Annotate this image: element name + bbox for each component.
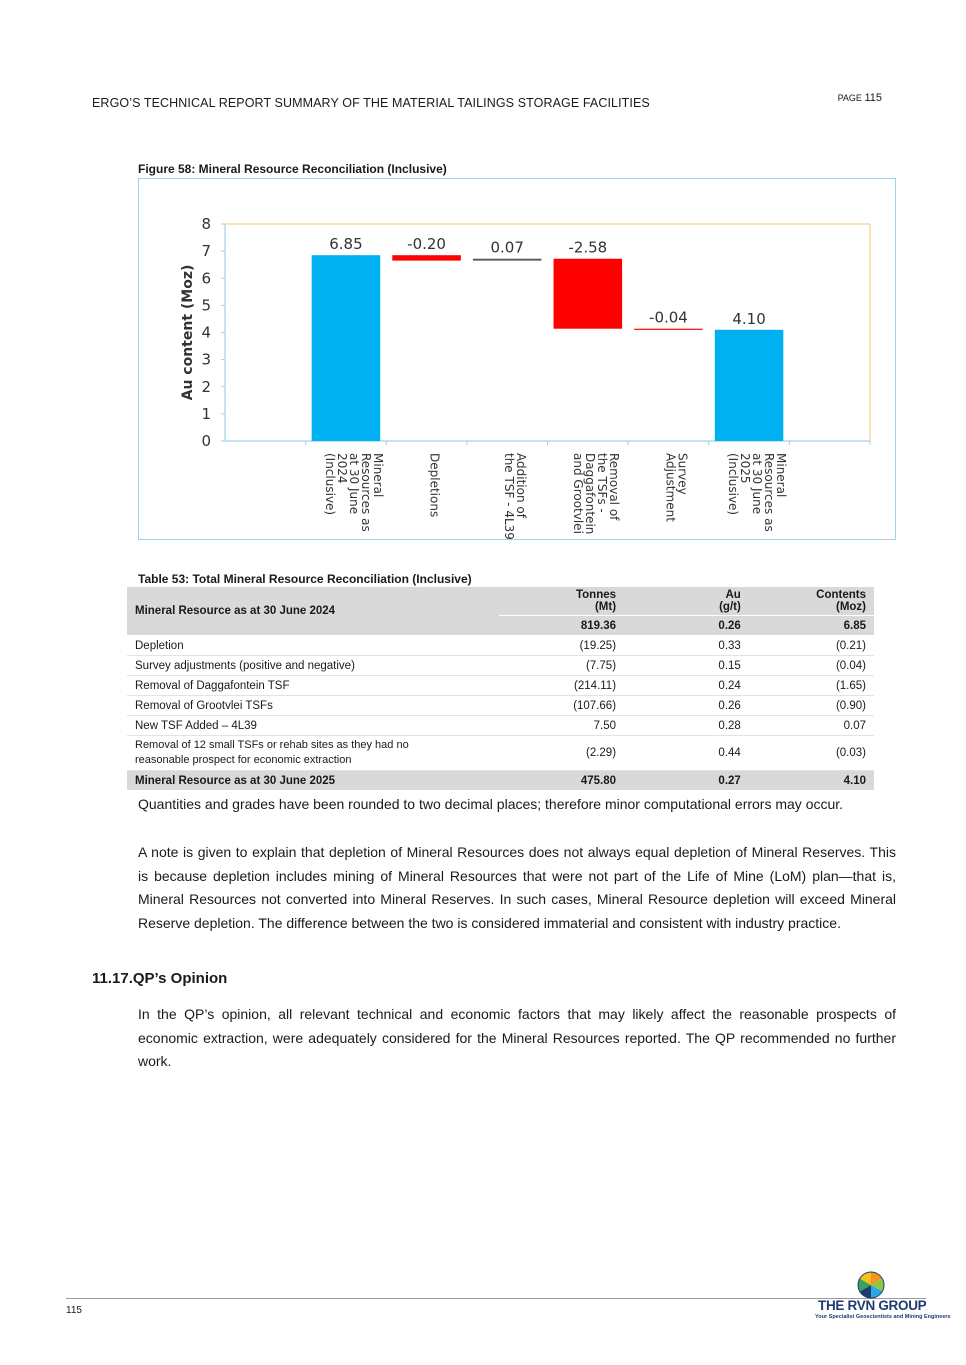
category-label-line: Resources as	[358, 453, 373, 532]
opening-au: 0.26	[624, 616, 749, 636]
category-label-line: Depletions	[427, 453, 442, 518]
data-label: -0.20	[407, 235, 446, 254]
row-tonnes: (214.11)	[499, 676, 624, 696]
opening-tonnes: 819.36	[499, 616, 624, 636]
row-tonnes: (107.66)	[499, 696, 624, 716]
category-label-line: and Grootvlei	[570, 453, 585, 534]
row-au: 0.33	[624, 636, 749, 656]
footer-page-number: 115	[66, 1305, 82, 1316]
waterfall-bar	[634, 329, 703, 330]
rounding-note: Quantities and grades have been rounded to two decimal places; therefore minor computational errors may occur.	[138, 796, 844, 812]
waterfall-bar	[554, 259, 623, 329]
closing-tonnes: 475.80	[499, 771, 624, 791]
category-label	[323, 453, 385, 532]
y-tick-label: 1	[201, 404, 211, 423]
row-au: 0.15	[624, 656, 749, 676]
category-label-line: 2025	[738, 453, 753, 484]
table-row	[127, 736, 874, 771]
category-label-line: the TSFs -	[594, 453, 609, 513]
category-label-line: (Inclusive)	[726, 453, 741, 516]
category-label	[726, 453, 788, 532]
y-tick-label: 8	[201, 215, 211, 233]
data-label: 0.07	[490, 238, 524, 257]
row-contents: 0.07	[749, 716, 874, 736]
footer-divider	[66, 1298, 926, 1299]
category-label-line: 2024	[334, 453, 349, 484]
table-caption: Table 53: Total Mineral Resource Reconciliation (Inclusive)	[138, 572, 472, 586]
waterfall-chart	[138, 178, 896, 540]
category-label-line: Daggafontein	[582, 453, 597, 535]
y-tick-label: 0	[201, 432, 211, 450]
row-contents: (0.21)	[749, 636, 874, 656]
row-contents: (0.03)	[749, 736, 874, 771]
category-label-line: Mineral	[774, 453, 789, 498]
table-row	[127, 696, 874, 716]
waterfall-bar	[312, 255, 381, 441]
y-tick-label: 5	[201, 296, 211, 315]
row-contents: (1.65)	[749, 676, 874, 696]
category-label-line: at 30 June	[750, 453, 765, 515]
row-au: 0.28	[624, 716, 749, 736]
row-au: 0.44	[624, 736, 749, 771]
waterfall-bar	[473, 259, 542, 261]
col-header-contents: Contents (Moz)	[749, 587, 874, 616]
y-tick-label: 3	[201, 350, 211, 369]
logo-tagline: Your Specialist Geoscientists and Mining Engineers	[815, 1314, 951, 1320]
col-header-au: Au (g/t)	[624, 587, 749, 616]
y-tick-label: 4	[201, 323, 211, 342]
category-label-line: the TSF - 4L39	[502, 453, 517, 540]
opinion-paragraph: In the QP’s opinion, all relevant technical and economic factors that may likely affect the reasonable prospects of economic extraction, were adequately considered for the Mineral Resources reported. The QP recommended no further work.	[138, 1006, 896, 1069]
y-tick-label: 6	[201, 269, 211, 288]
y-axis-title: Au content (Moz)	[180, 264, 196, 401]
category-label-line: Addition of	[514, 453, 529, 518]
row-label: Removal of Grootvlei TSFs	[127, 696, 499, 716]
closing-contents: 4.10	[749, 771, 874, 791]
table-header-label: Mineral Resource as at 30 June 2024	[127, 587, 499, 636]
y-tick-label: 2	[201, 377, 211, 396]
page-prefix: PAGE	[837, 93, 862, 103]
row-label: New TSF Added – 4L39	[127, 716, 499, 736]
figure-caption: Figure 58: Mineral Resource Reconciliation (Inclusive)	[138, 162, 447, 176]
y-tick-label: 7	[201, 242, 211, 261]
data-label: -0.04	[649, 308, 688, 327]
category-label-line: Mineral	[370, 453, 385, 498]
category-label-line: Survey	[675, 453, 690, 495]
report-header-title: ERGO’S TECHNICAL REPORT SUMMARY OF THE MATERIAL TAILINGS STORAGE FACILITIES	[92, 96, 650, 110]
row-tonnes: (7.75)	[499, 656, 624, 676]
row-label: Survey adjustments (positive and negative)	[127, 656, 499, 676]
data-label: 6.85	[329, 235, 363, 254]
reconciliation-table	[127, 587, 874, 791]
closing-label: Mineral Resource as at 30 June 2025	[127, 771, 499, 791]
category-label-line: Adjustment	[663, 453, 678, 522]
depletion-paragraph: A note is given to explain that depletion of Mineral Resources does not always equal depletion of Mineral Reserves. This is because depletion includes mining of Mineral Resources that were not part of the Life of Mine (LoM) plan—that is, Mineral Resources not converted into Mineral Reserves. In such cases, Mineral Resource depletion will exceed Mineral Reserve depletion. The difference between the two is considered immaterial and consistent with industry practice.	[138, 844, 896, 931]
page-number-top: 115	[864, 92, 882, 104]
row-tonnes: 7.50	[499, 716, 624, 736]
logo-name: THE RVN GROUP	[818, 1298, 927, 1313]
opening-contents: 6.85	[749, 616, 874, 636]
row-au: 0.26	[624, 696, 749, 716]
row-tonnes: (2.29)	[499, 736, 624, 771]
category-label-line: Removal of	[606, 453, 621, 521]
row-label: Removal of 12 small TSFs or rehab sites as they had no reasonable prospect for economic extraction	[127, 736, 499, 771]
waterfall-bar	[392, 255, 461, 260]
section-heading: 11.17.QP’s Opinion	[92, 970, 228, 987]
row-label: Removal of Daggafontein TSF	[127, 676, 499, 696]
col-header-tonnes: Tonnes (Mt)	[499, 587, 624, 616]
category-label-line: Resources as	[762, 453, 777, 532]
table-header-row	[127, 587, 874, 616]
row-au: 0.24	[624, 676, 749, 696]
table-row	[127, 636, 874, 656]
category-label-line: at 30 June	[346, 453, 361, 515]
category-label	[663, 453, 689, 522]
category-label	[502, 453, 528, 540]
category-label	[571, 453, 621, 534]
row-tonnes: (19.25)	[499, 636, 624, 656]
table-row	[127, 716, 874, 736]
data-label: 4.10	[732, 309, 766, 328]
category-label	[428, 453, 442, 517]
page-label	[838, 92, 882, 104]
row-contents: (0.90)	[749, 696, 874, 716]
data-label: -2.58	[568, 238, 608, 257]
closing-row	[127, 771, 874, 791]
row-label: Depletion	[127, 636, 499, 656]
row-contents: (0.04)	[749, 656, 874, 676]
table-row	[127, 676, 874, 696]
chart-svg	[139, 179, 897, 541]
closing-au: 0.27	[624, 771, 749, 791]
category-label-line: (Inclusive)	[322, 453, 337, 516]
waterfall-bar	[715, 330, 784, 441]
table-row	[127, 656, 874, 676]
